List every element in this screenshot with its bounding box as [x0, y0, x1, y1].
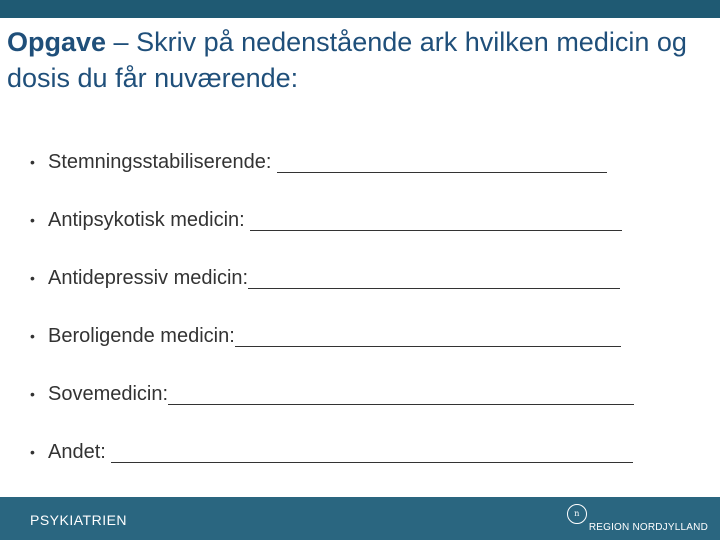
bullet-label: Andet: — [48, 441, 112, 463]
footer-bar — [0, 497, 720, 540]
title-rest: – Skriv på nedenstående ark hvilken medicin og dosis du får nuværende: — [7, 27, 687, 93]
title-bold: Opgave — [7, 27, 107, 57]
bullet-label: Sovemedicin: — [48, 383, 169, 405]
fill-in-line — [248, 266, 620, 289]
psykiatrien-logo-text: PSYKIATRIEN — [30, 512, 128, 528]
bullet-icon: • — [30, 212, 35, 228]
region-seal-icon: n — [567, 504, 587, 524]
slide-title — [7, 24, 707, 96]
bullet-item-sedative — [30, 324, 690, 382]
bullet-list — [30, 150, 690, 498]
bullet-icon: • — [30, 328, 35, 344]
top-band — [0, 0, 720, 18]
bullet-icon: • — [30, 386, 35, 402]
bullet-item-sleeping-medicine — [30, 382, 690, 440]
region-logo — [567, 504, 708, 534]
fill-in-line — [250, 208, 622, 231]
bullet-label: Beroligende medicin: — [48, 325, 235, 347]
bullet-item-antipsychotic — [30, 208, 690, 266]
bullet-icon: • — [30, 270, 35, 286]
fill-in-line — [168, 382, 634, 405]
fill-in-line — [235, 324, 621, 347]
bullet-icon: • — [30, 444, 35, 460]
fill-in-line — [277, 150, 607, 173]
bullet-item-antidepressant — [30, 266, 690, 324]
bullet-item-other — [30, 440, 690, 498]
bullet-label: Antipsykotisk medicin: — [48, 209, 251, 231]
region-name: REGION NORDJYLLAND — [588, 522, 708, 533]
fill-in-line — [111, 440, 633, 463]
bullet-item-mood-stabilizer — [30, 150, 690, 208]
bullet-label: Antidepressiv medicin: — [48, 267, 249, 289]
bullet-label: Stemningsstabiliserende: — [48, 151, 278, 173]
bullet-icon: • — [30, 154, 35, 170]
